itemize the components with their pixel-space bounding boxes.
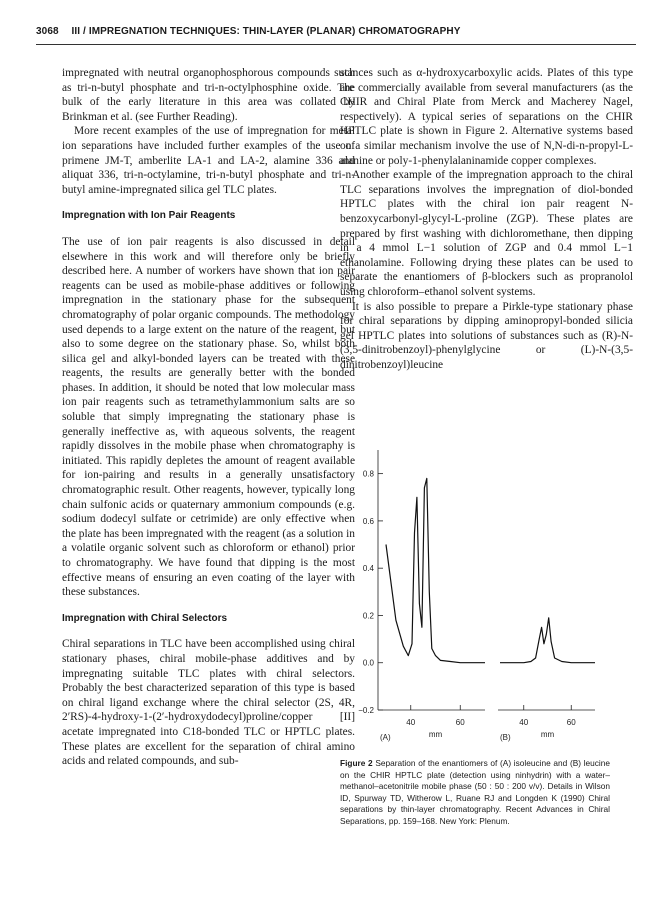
x-tick-label: 60: [455, 718, 465, 727]
paragraph: Another example of the impregnation approach to the chiral TLC separations involves the impregnation of diol-bonded HPTLC plates with the chiral ion pair reagent N-benzoxycarbonyl-glycyl-L-proline (ZGP). These plates are prepared by first washing with dichloromethane, then dipping in a 4 mmol L−1 solution of ZGP and 0.4 mmol L−1 ethanolamine. Following drying these plates can be used to separate the enantiomers of β-blockers such as propranolol using chloroform–ethanol solvent systems.: [340, 169, 633, 298]
paragraph: More recent examples of the use of impregnation for metal ion separations have included further examples of the use of primene JM-T, amberlite LA-1 and LA-2, alamine 336 and aliquat 336, tri-n-octylamine, tri-n-butyl phosphate and tri-n-butyl amine-impregnated silica gel TLC plates.: [62, 125, 355, 196]
running-title: III / IMPREGNATION TECHNIQUES: THIN-LAYER (PLANAR) CHROMATOGRAPHY: [71, 26, 461, 37]
panel-label: (B): [500, 733, 511, 742]
y-tick-label: 0.4: [362, 564, 374, 574]
paragraph: It is also possible to prepare a Pirkle-type stationary phase for chiral separations by dipping aminopropyl-bonded silicia gel HPTLC plates into solutions of substances such as (R)-N-(3,5-dinitrobenzoyl)-phenylglycine or (L)-N-(3,5-dinitrobenzoyl)leucine: [340, 300, 633, 371]
section-heading: Impregnation with Chiral Selectors: [62, 612, 228, 624]
y-tick-label: 0.0: [362, 658, 374, 668]
y-tick-label: −0.2: [358, 706, 374, 715]
x-axis-unit-label: mm: [540, 730, 555, 739]
page-number: 3068: [36, 26, 59, 37]
x-tick-label: 40: [519, 718, 529, 727]
chromatogram-trace-leucine: [500, 618, 595, 663]
panel-label: (A): [380, 733, 391, 742]
y-tick-label: 0.2: [362, 611, 374, 621]
paragraph: stances such as α-hydroxycarboxylic acids. Plates of this type are commercially available from several manufacturers (as the CHIR and Chiral Plate from Merck and Macherey Nagel, respectively). A typical series of separations on the CHIR HPTLC plate is shown in Figure 2. Alternative systems based on a similar mechanism involve the use of N,N-di-n-propyl-L-alanine or poly-1-phenylalaninamide copper complexes.: [340, 67, 633, 167]
caption-label: Figure 2: [340, 758, 373, 768]
running-header: [36, 26, 636, 37]
caption-text: Separation of the enantiomers of (A) isoleucine and (B) leucine on the CHIR HPTLC plate (detection using ninhydrin) with a water–methanol–acetonitrile mobile phase (50 : 50 : 200 v/v). Details in Wilson ID, Spurway TD, Witherow L, Ruane RJ and Longden K (1990) Chiral separations by thin-layer chromatography. Recent Advances in Chiral Separations, pp. 159–168. New York: Plenum.: [340, 758, 610, 826]
paragraph: Chiral separations in TLC have been accomplished using chiral stationary phases, chiral mobile-phase additives and by impregnating suitable TLC plates with chiral selectors. Probably the best characterized separation of this type is based on chiral ligand exchange where the chiral selector (2S, 4R, 2′RS)-4-hydroxy-1-(2′-hydroxydodecyl)proline/copper [II] acetate impregnated into C18-bonded TLC or HPTLC plates. These plates are excellent for the separation of chiral amino acids and related compounds, and sub-: [62, 638, 355, 768]
paragraph: The use of ion pair reagents is also discussed in detail elsewhere in this work and will therefore only be briefly described here. A number of workers have shown that ion pair reagents can be used as mobile-phase additives or following impregnation in the stationary phase for the subsequent chromatography of polar organic compounds. The methodology used depends to a large extent on the nature of the reagent, but also to some degree on the stationary phase. So, whilst both silica gel and alkyl-bonded layers can be treated with these reagents, the results are generally better with the bonded phases. In addition, it should be noted that low molecular mass ion pair reagents such as tetramethylammonium salts are so soluble that simply impregnating the stationary phase is generally ineffective as, with aqueous solvents, the reagent rapidly dissolves in the mobile phase when chromatography is initiated. This rapidly depletes the amount of reagent available for ion-pairing and results in a generally unsatisfactory chromatographic result. Other reagents, however, typically long chain sulfonic acids or quaternary ammonium compounds (e.g. sodium dodecyl sulfate or cetrimide) are only effective when the plate has been impregnated with the reagent (as a solution in a volatile organic solvent such as chloroform or ethanol) prior to chromatography. We have found that dipping is the most effective means of ensuring an even coating of the layer with these substances.: [62, 235, 355, 599]
x-tick-label: 60: [566, 718, 576, 727]
y-tick-label: 0.8: [362, 469, 374, 479]
y-tick-label: 0.6: [362, 516, 374, 526]
figure-2: [330, 440, 630, 758]
x-axis-unit-label: mm: [428, 730, 443, 739]
chromatogram-chart: [330, 440, 630, 758]
section-heading: Impregnation with Ion Pair Reagents: [62, 210, 236, 222]
left-column: [62, 66, 355, 769]
figure-caption: [340, 758, 610, 828]
chromatogram-trace-isoleucine: [386, 478, 485, 662]
paragraph: impregnated with neutral organophosphorous compounds such as tri-n-butyl phosphate and tri-n-octylphosphine oxide. The bulk of the early literature in this area was collated by Brinkman et al. (see Further Reading).: [62, 67, 355, 123]
right-column: [340, 66, 633, 372]
x-tick-label: 40: [406, 718, 416, 727]
header-rule: [36, 44, 636, 45]
